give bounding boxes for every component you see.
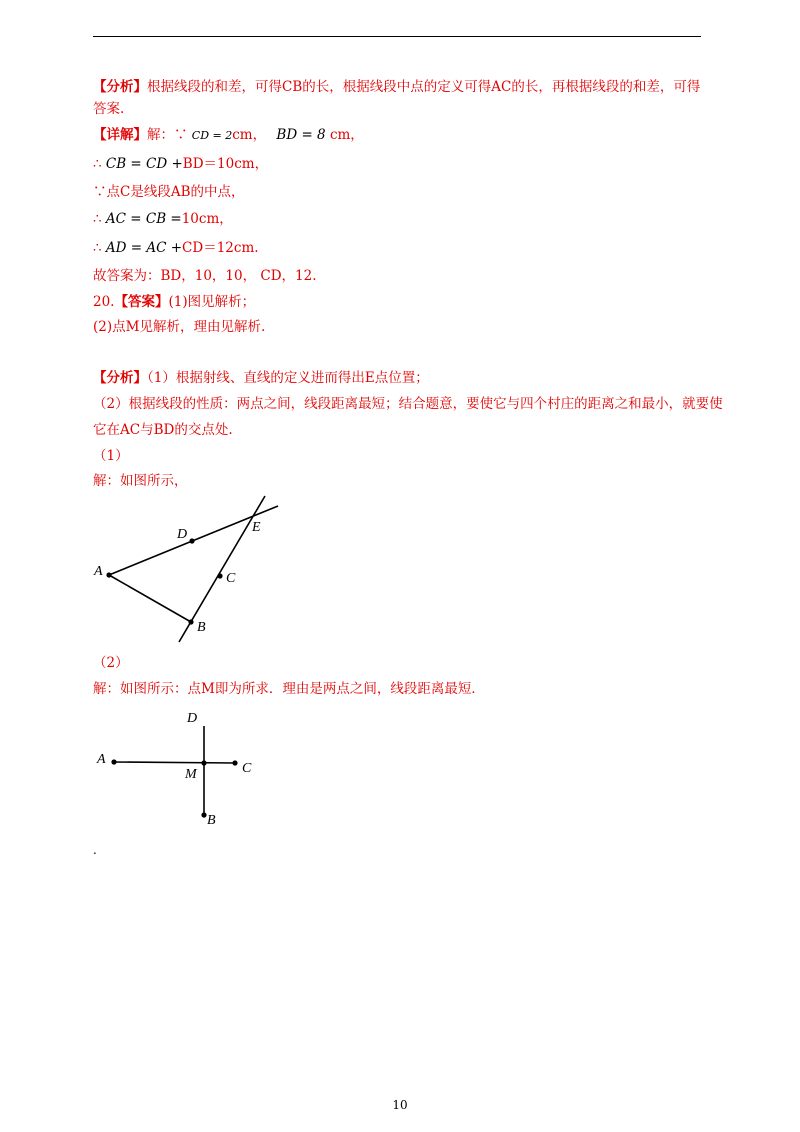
analysis-text: （1）根据射线、直线的定义进而得出E点位置； (147, 370, 429, 386)
line-ac (114, 762, 235, 763)
part-2-solution: 解：如图所示：点M即为所求．理由是两点之间，线段距离最短． (93, 681, 485, 697)
point-c (232, 760, 237, 765)
math-result: BD＝10cm， (182, 156, 269, 172)
point-a (111, 759, 116, 764)
part-1-solution: 解：如图所示， (93, 473, 188, 489)
analysis-tag: 【分析】 (93, 79, 147, 95)
label-e: E (252, 520, 261, 535)
math-result: 10cm， (181, 211, 233, 227)
bd-unit: cm， (325, 127, 364, 143)
math-expression: CB = CD + (105, 156, 183, 172)
label-d: D (177, 527, 188, 542)
trailing-mark: . (93, 843, 97, 857)
detail-lead: 解：∵ (147, 127, 188, 143)
analysis-text: 根据线段的和差，可得CB的长，根据线段中点的定义可得AC的长，再根据线段的和差，可得 (147, 79, 701, 95)
analysis-20-line-2: （2）根据线段的性质：两点之间，线段距离最短；结合题意，要使它与四个村庄的距离之和最小，就要使 (93, 396, 723, 412)
detail-19-line-3: ∵点C是线段AB的中点， (93, 184, 245, 200)
label-c: C (242, 761, 252, 776)
answer-19: 故答案为：BD，10，10， CD，12. (93, 268, 317, 284)
answer-part-1: (1)图见解析； (168, 294, 256, 310)
label-a: A (97, 752, 106, 767)
label-b: B (197, 620, 206, 635)
analysis-tag: 【分析】 (93, 370, 147, 386)
point-m (201, 760, 206, 765)
therefore-symbol: ∴ (93, 156, 102, 172)
page-number: 10 (392, 1098, 408, 1112)
therefore-symbol: ∴ (93, 240, 102, 256)
math-expression: AC = CB = (105, 211, 182, 227)
cd-given: CD = 2 (191, 129, 233, 142)
math-result: CD＝12cm. (182, 240, 259, 256)
analysis-19-line-2: 答案. (93, 101, 125, 117)
bd-given: BD = 8 (276, 127, 326, 143)
label-d: D (187, 711, 198, 726)
cd-unit: cm， (232, 127, 267, 143)
label-b: B (207, 813, 216, 828)
math-expression: AD = AC + (105, 240, 183, 256)
label-c: C (226, 571, 236, 586)
point-b (201, 812, 206, 817)
question-number: 20. (93, 294, 115, 310)
answer-20-line-2: (2)点M见解析，理由见解析. (93, 319, 266, 335)
label-m: M (185, 767, 197, 782)
detail-tag: 【详解】 (93, 127, 147, 143)
answer-tag: 【答案】 (114, 294, 169, 310)
part-1-label: （1） (93, 448, 129, 464)
analysis-20-line-3: 它在AC与BD的交点处. (93, 422, 233, 438)
label-a: A (94, 564, 103, 579)
therefore-symbol: ∴ (93, 211, 102, 227)
part-2-label: （2） (93, 655, 129, 671)
